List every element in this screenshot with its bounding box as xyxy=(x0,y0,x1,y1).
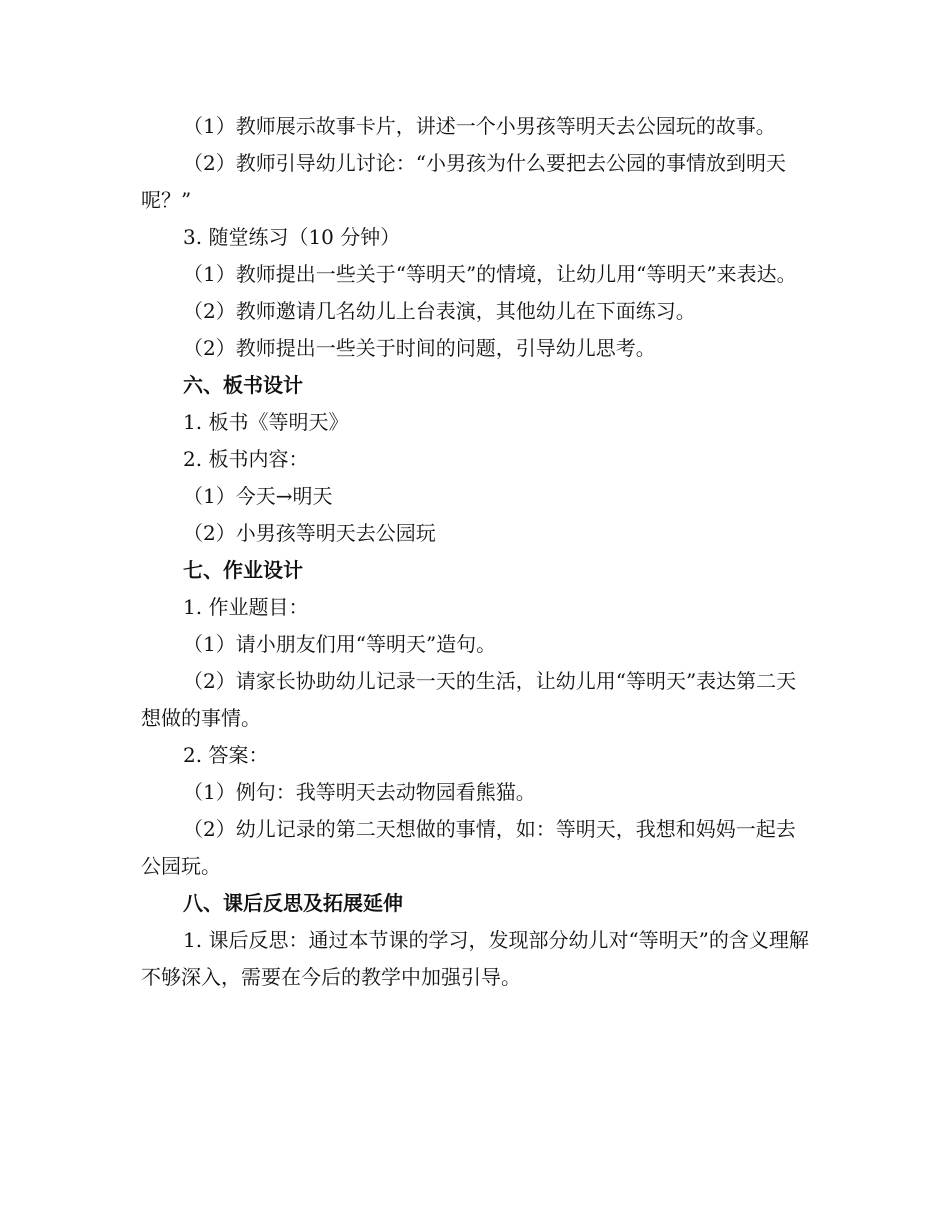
paragraph-answer-title: 2. 答案： xyxy=(183,743,269,767)
paragraph-answer-1: （1）例句：我等明天去动物园看熊猫。 xyxy=(183,780,536,804)
paragraph-practice-2: （2）教师邀请几名幼儿上台表演，其他幼儿在下面练习。 xyxy=(183,299,696,323)
paragraph-reflection: 1. 课后反思：通过本节课的学习，发现部分幼儿对“等明天”的含义理解不够深入，需要在今后的教学中加强引导。 xyxy=(141,928,809,989)
paragraph-practice-1: （1）教师提出一些关于“等明天”的情境，让幼儿用“等明天”来表达。 xyxy=(183,262,797,286)
paragraph-homework-2: （2）请家长协助幼儿记录一天的生活，让幼儿用“等明天”表达第二天想做的事情。 xyxy=(141,669,797,730)
paragraph-board-title: 1. 板书《等明天》 xyxy=(183,410,349,434)
paragraph-answer-2: （2）幼儿记录的第二天想做的事情，如：等明天，我想和妈妈一起去公园玩。 xyxy=(141,817,796,878)
paragraph-practice-3: （2）教师提出一些关于时间的问题，引导幼儿思考。 xyxy=(183,336,656,360)
section-heading-reflection: 八、课后反思及拓展延伸 xyxy=(183,891,403,915)
paragraph-board-content: 2. 板书内容： xyxy=(183,447,309,471)
section-heading-board-design: 六、板书设计 xyxy=(183,373,303,397)
paragraph-story-card: （1）教师展示故事卡片，讲述一个小男孩等明天去公园玩的故事。 xyxy=(183,114,776,138)
paragraph-board-item-2: （2）小男孩等明天去公园玩 xyxy=(183,521,436,545)
paragraph-practice-title: 3. 随堂练习（10 分钟） xyxy=(183,225,401,249)
document-body xyxy=(141,108,809,996)
paragraph-discussion: （2）教师引导幼儿讨论：“小男孩为什么要把去公园的事情放到明天呢？” xyxy=(141,151,786,212)
paragraph-homework-title: 1. 作业题目： xyxy=(183,595,309,619)
section-heading-homework: 七、作业设计 xyxy=(183,558,303,582)
paragraph-board-item-1: （1）今天→明天 xyxy=(183,484,333,508)
paragraph-homework-1: （1）请小朋友们用“等明天”造句。 xyxy=(183,632,497,656)
